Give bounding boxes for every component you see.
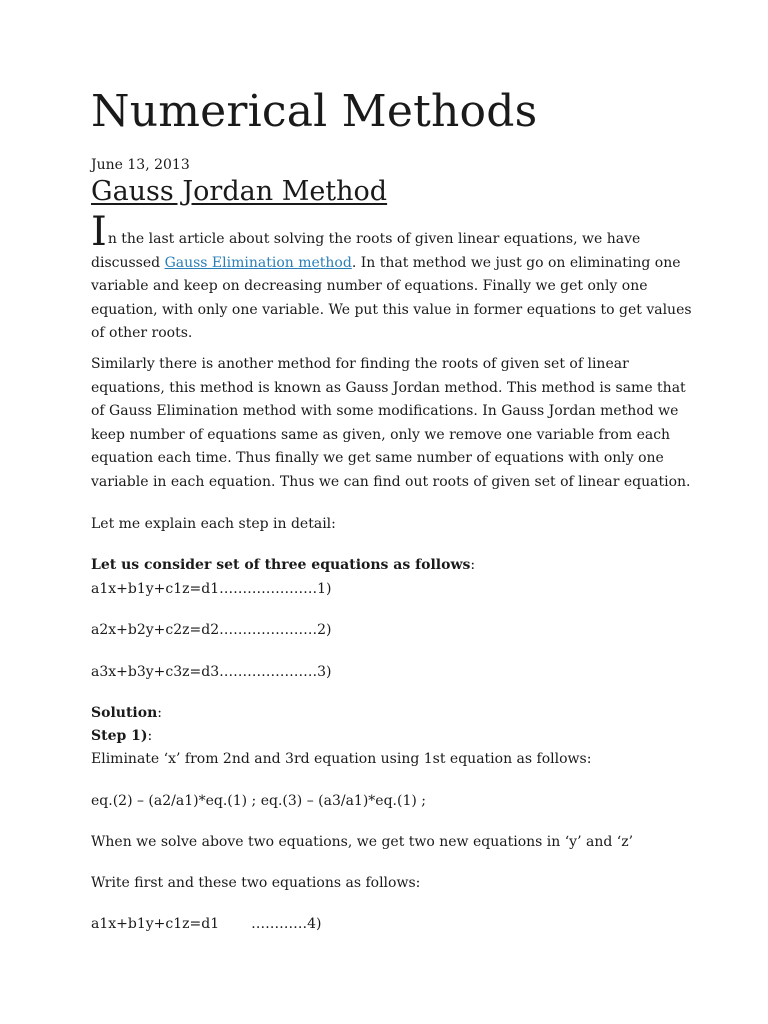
consider-heading: Let us consider set of three equations as follows: (91, 557, 476, 573)
gauss-elimination-link[interactable]: Gauss Elimination method (164, 254, 352, 271)
site-title: Numerical Methods (91, 86, 538, 137)
intro-paragraph (91, 209, 692, 346)
intro-line-2: discussed Gauss Elimination method. In that method we just go on eliminating one (91, 254, 681, 271)
step1-text: Eliminate ‘x’ from 2nd and 3rd equation using 1st equation as follows: (91, 751, 592, 767)
equation-2: a2x+b2y+c2z=d2…………………2) (91, 622, 332, 638)
solution-label: Solution: (91, 705, 162, 721)
paragraph-line: of Gauss Elimination method with some modifications. In Gauss Jordan method we (91, 403, 679, 419)
intro-line-5: of other roots. (91, 325, 193, 341)
equation-3: a3x+b3y+c3z=d3…………………3) (91, 664, 332, 680)
paragraph-line: Similarly there is another method for finding the roots of given set of linear (91, 356, 629, 372)
equation-1: a1x+b1y+c1z=d1…………………1) (91, 581, 332, 597)
step1-formula: eq.(2) – (a2/a1)*eq.(1) ; eq.(3) – (a3/a1)*eq.(1) ; (91, 793, 426, 809)
post-date: June 13, 2013 (91, 157, 190, 173)
post-title[interactable]: Gauss Jordan Method (91, 176, 388, 207)
paragraph-line: keep number of equations same as given, only we remove one variable from each (91, 426, 671, 443)
intro-line-3: variable and keep on decreasing number of equations. Finally we get only one (91, 278, 648, 294)
equation-4: a1x+b1y+c1z=d1 …………4) (91, 916, 322, 932)
intro-line-4: equation, with only one variable. We put this value in former equations to get values (91, 301, 692, 318)
dropcap-letter: I (91, 209, 107, 255)
explain-text: Let me explain each step in detail: (91, 516, 336, 532)
paragraph-line: equations, this method is known as Gauss Jordan method. This method is same that (91, 379, 686, 396)
solve-text: When we solve above two equations, we get two new equations in ‘y’ and ‘z’ (91, 834, 634, 850)
step1-label: Step 1): (91, 728, 153, 744)
paragraph-line: variable in each equation. Thus we can find out roots of given set of linear equation. (91, 473, 691, 490)
paragraph-gauss-jordan (91, 353, 691, 494)
intro-line-1: In the last article about solving the roots of given linear equations, we have (91, 209, 641, 255)
write-text: Write first and these two equations as follows: (91, 875, 421, 891)
paragraph-line: equation each time. Thus finally we get same number of equations with only one (91, 450, 664, 466)
